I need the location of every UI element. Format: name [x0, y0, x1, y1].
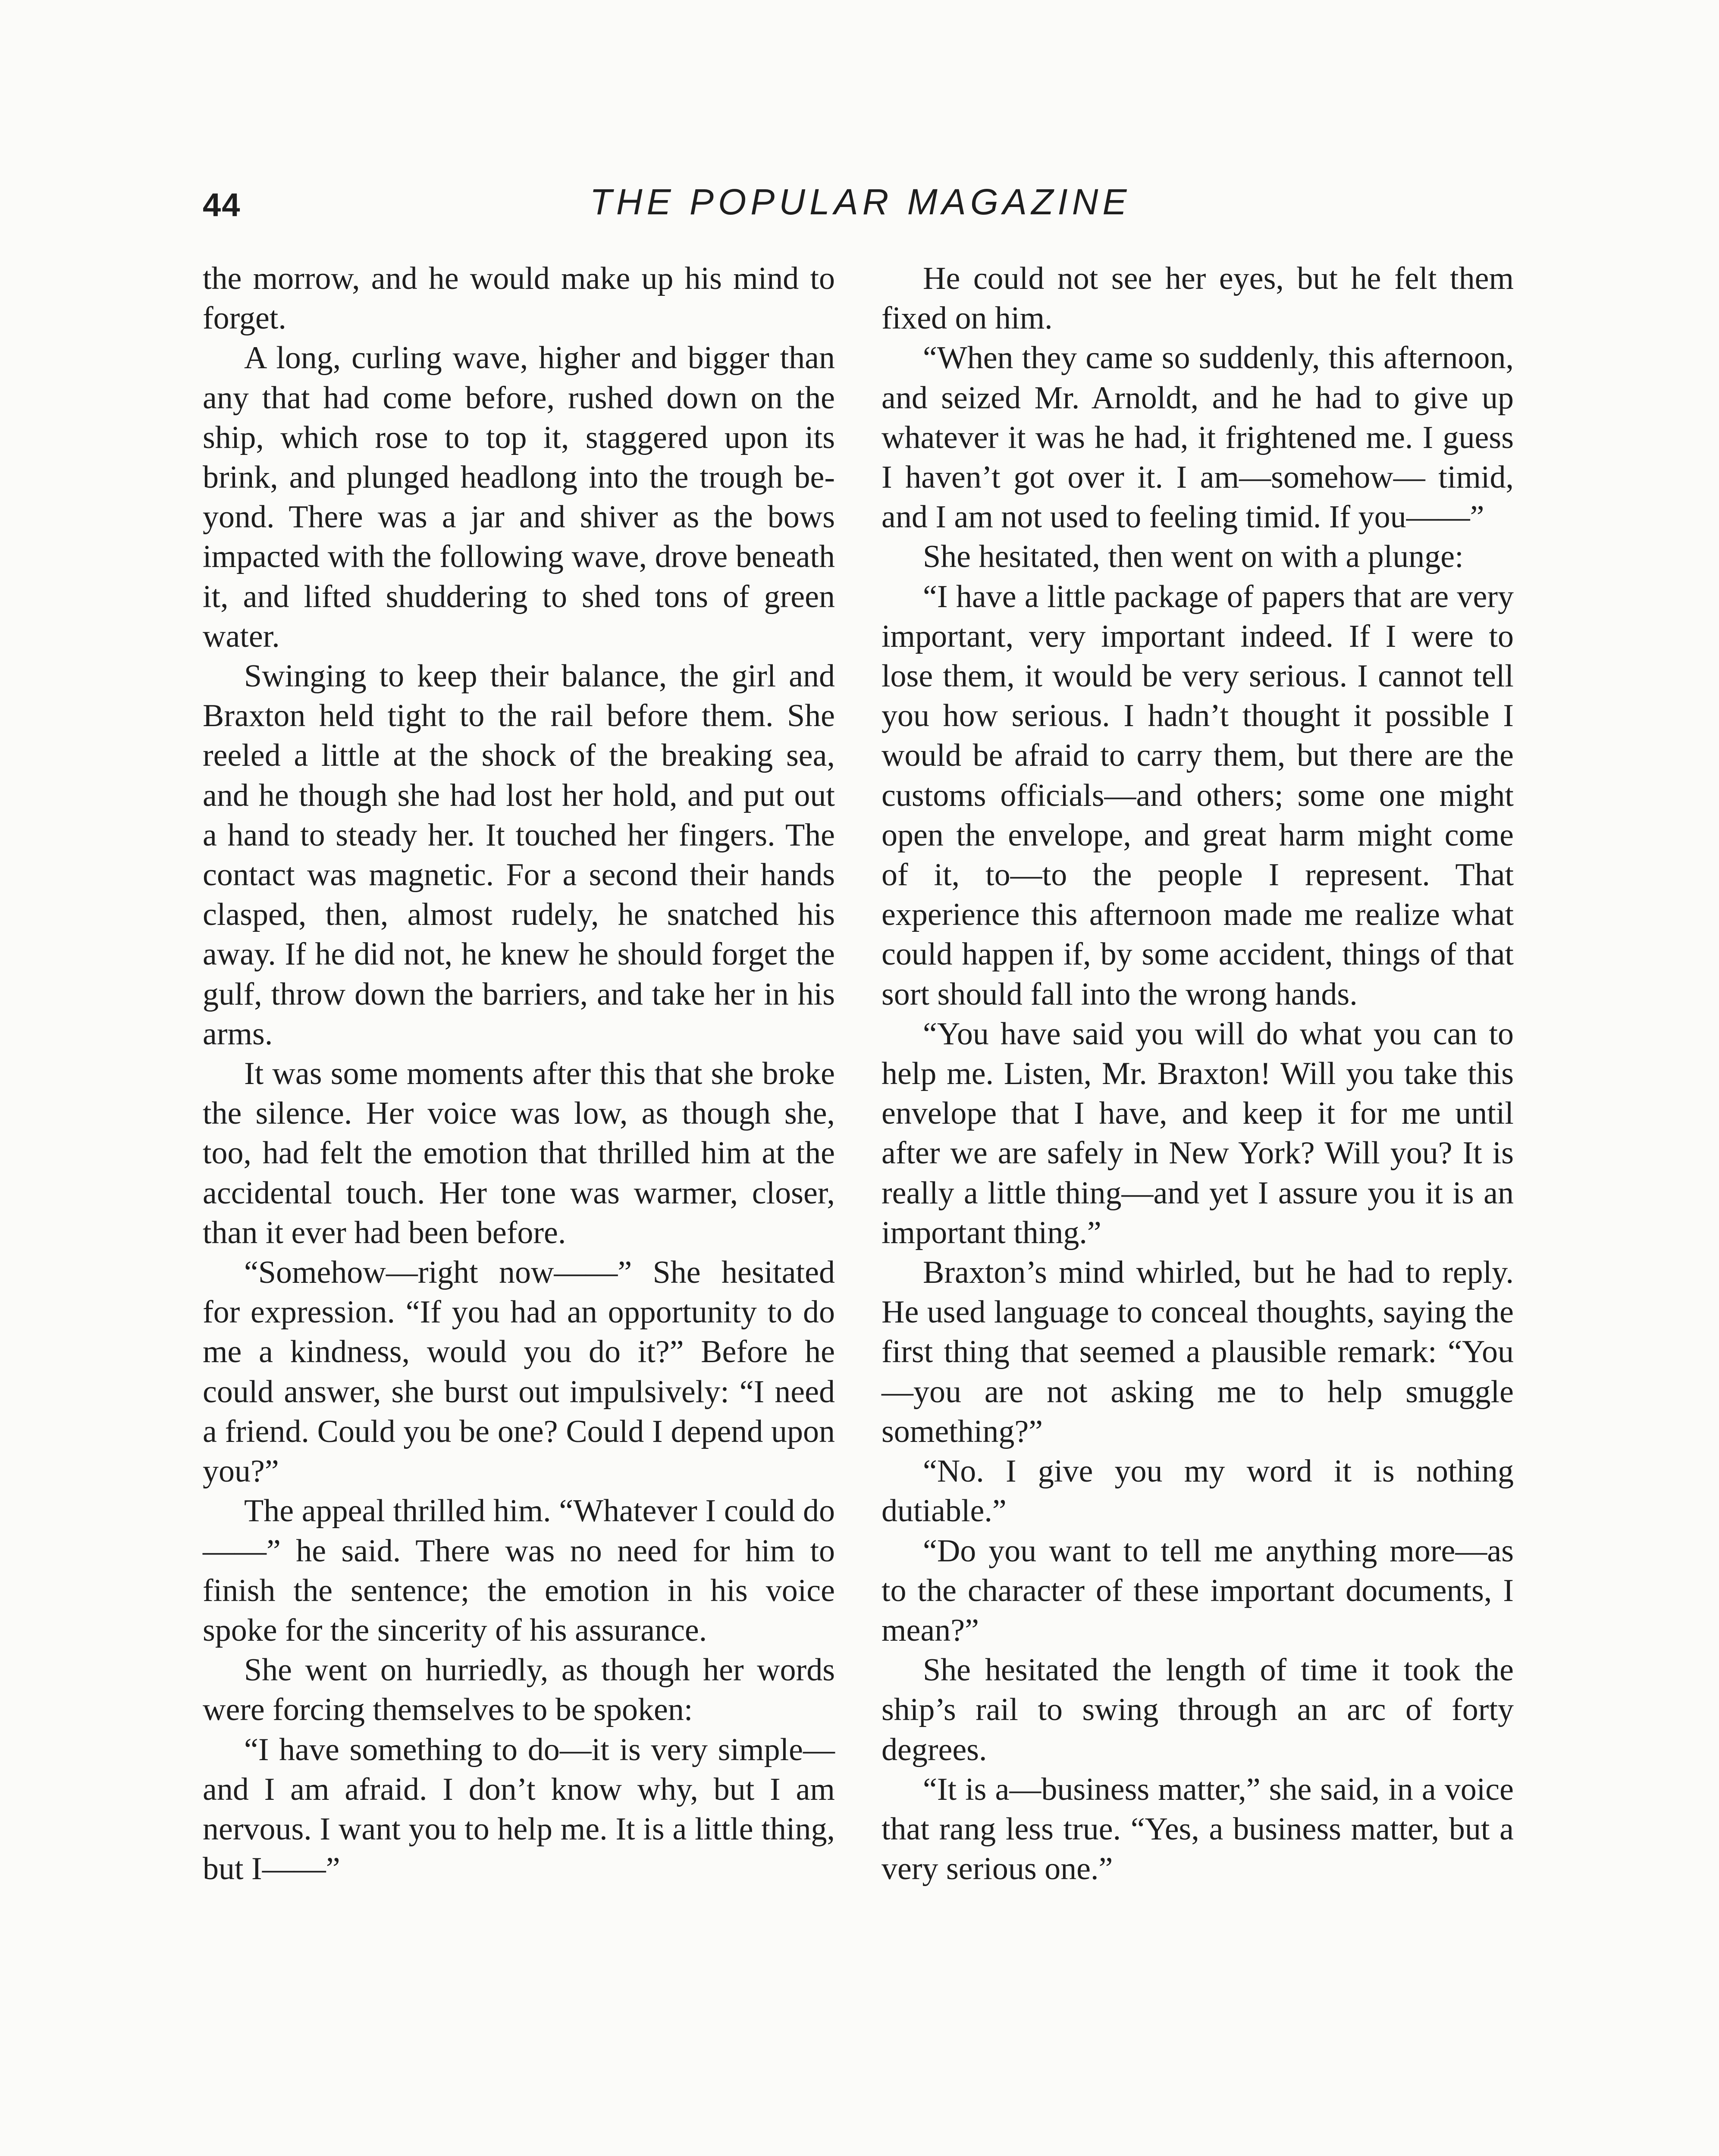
paragraph: Braxton’s mind whirled, but he had to reply. He used language to conceal thoughts, saying the first thing that seemed a plausible remark: “You—you are not asking me to help smuggle something?”: [881, 1255, 1514, 1449]
paragraph: “I have a little package of papers that are very important, very important indeed. If I were to lose them, it would be very serious. I cannot tell you how serious. I hadn’t thought it possible I would be afraid to carry them, but there are the customs officials—and others; some one might open the envelope, and great harm might come of it, to—to the people I represent. That experience this afternoon made me realize what could happen if, by some accident, things of that sort should fall into the wrong hands.: [881, 579, 1514, 1012]
paragraph: Swinging to keep their balance, the girl and Braxton held tight to the rail before them. She reeled a little at the shock of the breaking sea, and he though she had lost her hold, and put out a hand to steady her. It touched her fingers. The contact was magnetic. For a second their hands clasped, then, almost rudely, he snatched his away. If he did not, he knew he should forget the gulf, throw down the barriers, and take her in his arms.: [203, 658, 835, 1052]
right-column: [881, 259, 1514, 1889]
paragraph: It was some moments after this that she broke the silence. Her voice was low, as though she, too, had felt the emotion that thrilled him at the accidental touch. Her tone was warmer, closer, than it ever had been before.: [203, 1056, 835, 1250]
paragraph: “Somehow—right now——” She hesitated for expression. “If you had an opportunity to do me a kindness, would you do it?” Before he could answer, she burst out impulsively: “I need a friend. Could you be one? Could I depend upon you?”: [203, 1255, 835, 1489]
paragraph: He could not see her eyes, but he felt them fixed on him.: [881, 261, 1514, 336]
paragraph: “I have something to do—it is very simple—and I am afraid. I don’t know why, but I am nervous. I want you to help me. It is a little thing, but I——”: [203, 1732, 835, 1887]
paragraph: “No. I give you my word it is nothing dutiable.”: [881, 1454, 1514, 1529]
paragraph: “Do you want to tell me anything more—as to the character of these important documents, I mean?”: [881, 1533, 1514, 1648]
paragraph: She went on hurriedly, as though her words were forcing themselves to be spoken:: [203, 1652, 835, 1728]
paragraph: She hesitated the length of time it took the ship’s rail to swing through an arc of forty degrees.: [881, 1652, 1514, 1767]
page-number: 44: [203, 187, 241, 223]
paragraph: “You have said you will do what you can to help me. Listen, Mr. Braxton! Will you take this envelope that I have, and keep it for me until after we are safely in New York? Will you? It is really a little thing—and yet I assure you it is an important thing.”: [881, 1016, 1514, 1250]
page-header: [203, 181, 1518, 233]
running-title: THE POPULAR MAGAZINE: [590, 182, 1131, 222]
paragraph: She hesitated, then went on with a plunge:: [923, 539, 1464, 575]
paragraph: A long, curling wave, higher and bigger than any that had come before, rushed down on the ship, which rose to top it, staggered upon its brink, and plunged headlong into the trough beyond. There was a jar and shiver as the bows impacted with the following wave, drove beneath it, and lifted shuddering to shed tons of green water.: [203, 340, 835, 654]
paragraph: “When they came so suddenly, this afternoon, and seized Mr. Arnoldt, and he had to give up whatever it was he had, it frightened me. I guess I haven’t got over it. I am—somehow— timid, and I am not used to feeling timid. If you——”: [881, 340, 1514, 535]
paragraph: “It is a—business matter,” she said, in a voice that rang less true. “Yes, a business matter, but a very serious one.”: [881, 1771, 1514, 1887]
paragraph: the morrow, and he would make up his mind to forget.: [203, 261, 835, 336]
paragraph: The appeal thrilled him. “Whatever I could do——” he said. There was no need for him to finish the sentence; the emotion in his voice spoke for the sincerity of his assurance.: [203, 1493, 835, 1648]
left-column: [203, 259, 835, 1889]
